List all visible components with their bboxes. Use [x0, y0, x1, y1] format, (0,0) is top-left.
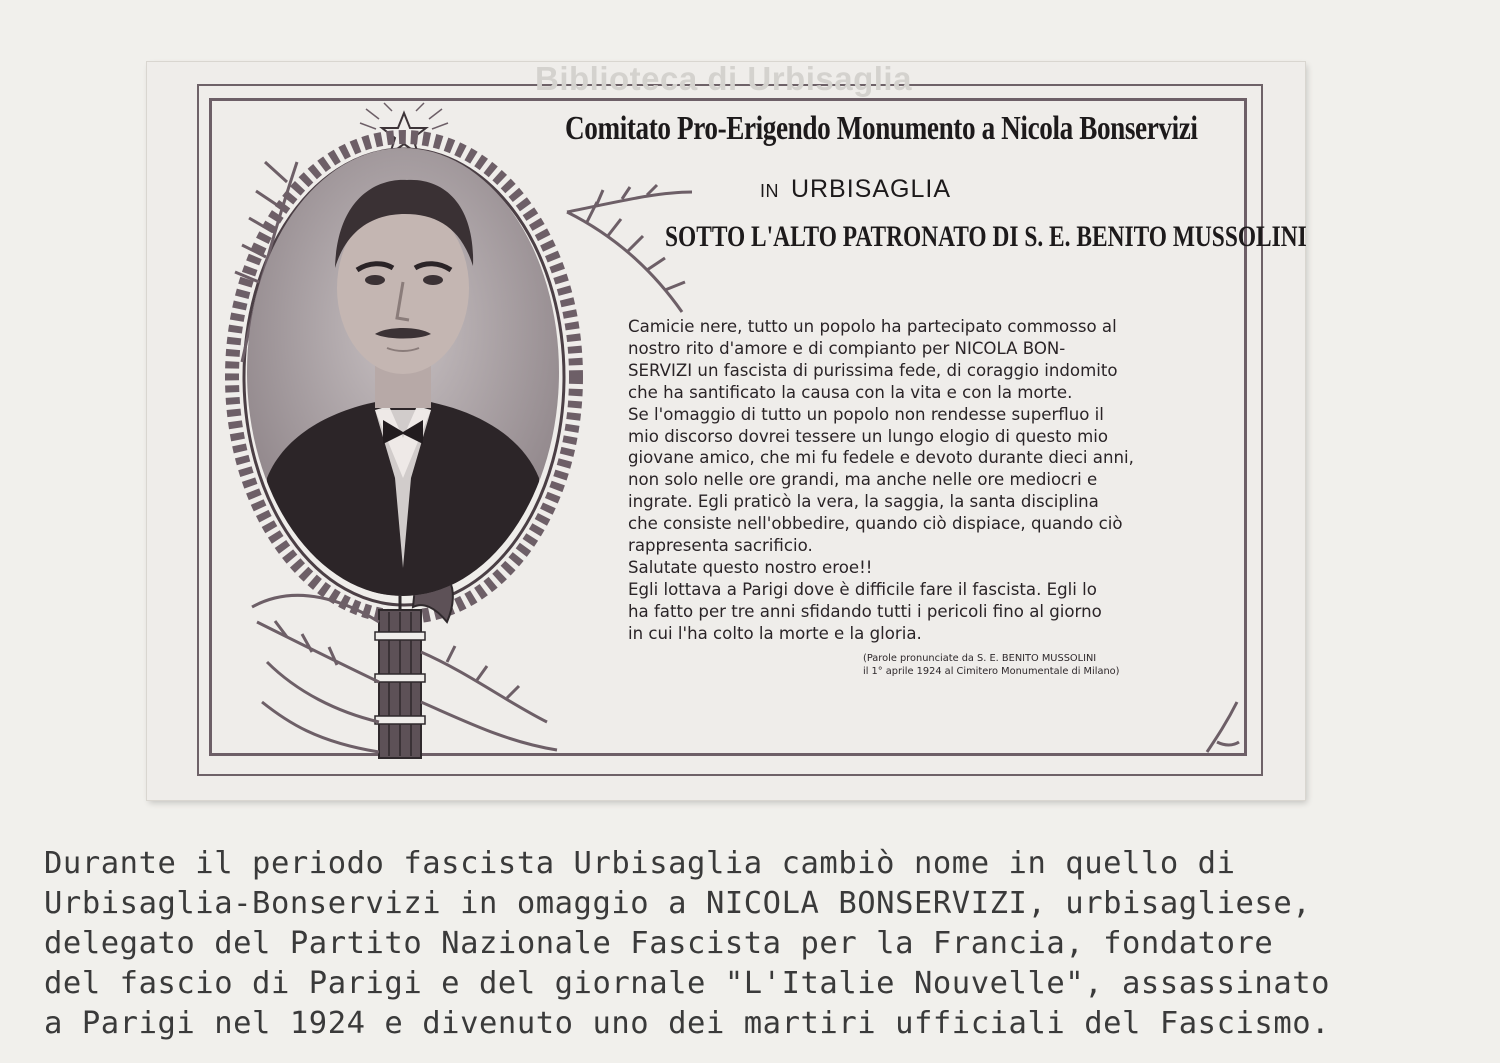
speech-line: nostro rito d'amore e di compianto per NICOLA BON-	[628, 338, 1066, 358]
speech-line: Salutate questo nostro eroe!!	[628, 557, 873, 577]
speech-attribution	[863, 652, 1203, 678]
town-title-name: URBISAGLIA	[790, 175, 952, 203]
town-title	[760, 175, 951, 204]
portrait-photo	[247, 148, 559, 596]
speech-line: ingrate. Egli praticò la vera, la saggia, la santa disciplina	[628, 492, 1099, 512]
caption-line: delegato del Partito Nazionale Fascista per la Francia, fondatore	[44, 926, 1274, 961]
speech-line: SERVIZI un fascista di purissima fede, di coraggio indomito	[628, 360, 1118, 380]
speech-text	[628, 316, 1223, 645]
speech-line: che ha santificato la causa con la vita e con la morte.	[628, 382, 1073, 402]
speech-line: ha fatto per tre anni sfidando tutti i pericoli fino al giorno	[628, 601, 1102, 621]
speech-line: in cui l'ha colto la morte e la gloria.	[628, 623, 922, 643]
speech-line: Egli lottava a Parigi dove è difficile fare il fascista. Egli lo	[628, 579, 1097, 599]
speech-line: Camicie nere, tutto un popolo ha partecipato commosso al	[628, 317, 1117, 336]
town-title-prefix: IN	[760, 181, 779, 201]
speech-line: giovane amico, che mi fu fedele e devoto durante dieci anni,	[628, 448, 1134, 468]
speech-line: mio discorso dovrei tessere un lungo elogio di questo mio	[628, 426, 1109, 446]
attribution-line: il 1° aprile 1924 al Cimitero Monumentale di Milano)	[863, 666, 1120, 677]
caption-line: Urbisaglia-Bonservizi in omaggio a NICOLA BONSERVIZI, urbisagliese,	[44, 886, 1312, 921]
ribbon-and-branches-right	[421, 646, 557, 750]
typewritten-caption	[44, 844, 1484, 1044]
caption-line: Durante il periodo fascista Urbisaglia cambiò nome in quello di	[44, 846, 1236, 881]
speech-line: rappresenta sacrificio.	[628, 536, 813, 556]
speech-line: che consiste nell'obbedire, quando ciò dispiace, quando ciò	[628, 514, 1123, 534]
corner-scroll-bottom-right	[1207, 702, 1239, 752]
speech-line: non solo nelle ore grandi, ma anche nelle ore mediocri e	[628, 470, 1098, 490]
committee-title: Comitato Pro-Erigendo Monumento a Nicola Bonservizi	[565, 110, 1198, 147]
ribbon-and-branches-left	[252, 595, 379, 752]
postcard	[147, 62, 1305, 800]
patronage-title: SOTTO L'ALTO PATRONATO DI S. E. BENITO MUSSOLINI	[665, 220, 1307, 253]
library-watermark: Biblioteca di Urbisaglia	[535, 60, 912, 97]
caption-line: del fascio di Parigi e del giornale "L'Italie Nouvelle", assassinato	[44, 966, 1331, 1001]
caption-line: a Parigi nel 1924 e divenuto uno dei martiri ufficiali del Fascismo.	[44, 1006, 1331, 1041]
attribution-line: (Parole pronunciate da S. E. BENITO MUSSOLINI	[863, 653, 1097, 664]
speech-line: Se l'omaggio di tutto un popolo non rendesse superfluo il	[628, 404, 1104, 424]
